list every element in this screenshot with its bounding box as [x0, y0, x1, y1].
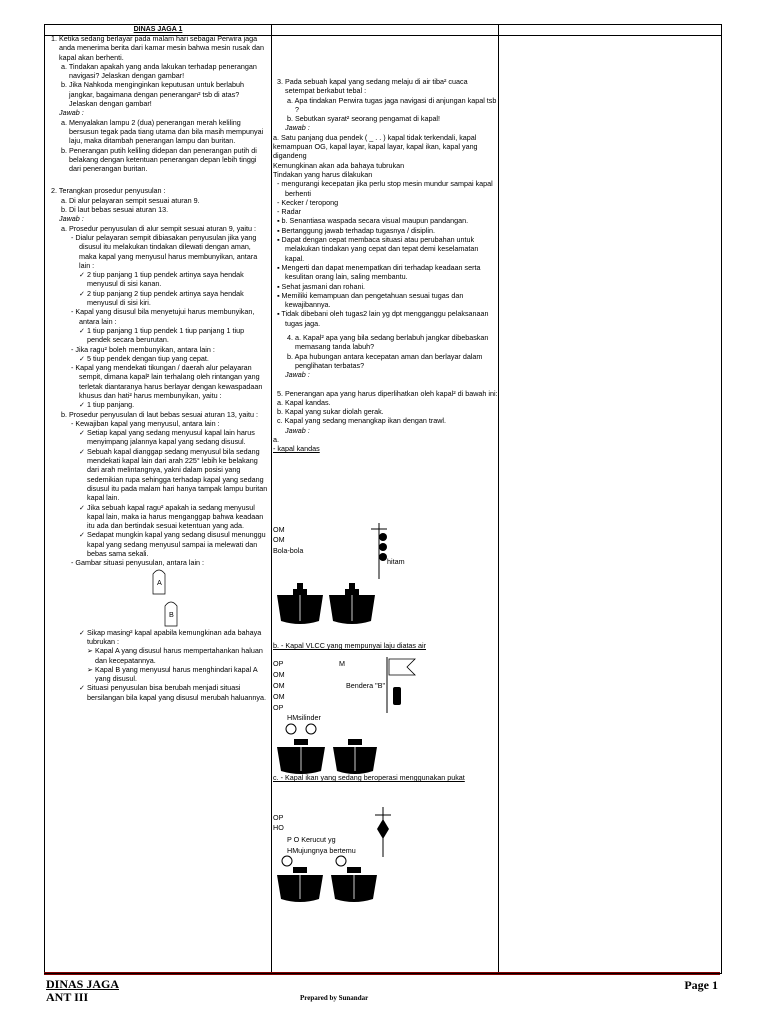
answer-2b-subitem: ✓ Sikap masing² kapal apabila kemungkinan ada bahaya tubrukan :	[79, 627, 262, 646]
page-number: Page 1	[684, 978, 718, 992]
answer-3-item: - Radar	[277, 207, 301, 217]
answer-3-item: ▪ Dapat dengan cepat membaca situasi atau perubahan untuk melakukan tindakan yang cepat dan tepat demi keselamatan kapal.	[277, 235, 479, 263]
document-table	[44, 24, 722, 974]
label-hm-ujung: HMujungnya bertemu	[287, 846, 356, 855]
answer-2a-item: - Kapal yang mendekati tikungan / daerah alur pelayaran sempit, dimana kapal² lain terhalang oleh rintangan yang terletak diantaranya harus berlayar dengan kewaspadaan khusus dan hati² harus membunyikan, yaitu :	[71, 363, 263, 400]
question-5: 5. Penerangan apa yang harus diperlihatkan oleh kapal² di bawah ini:	[277, 388, 498, 398]
answer-label: Jawab :	[285, 425, 310, 435]
answer-5b-title: b. - Kapal VLCC yang mempunyai laju diatas air	[273, 641, 427, 650]
answer-3a: a. Satu panjang dua pendek ( _ . . ) kapal tidak terkendali, kapal kemampuan OG, kapal layar, kapal layar, kapal ikan, kapal yang digandeng	[273, 132, 478, 161]
answer-2b-subitem: ✓ Sebuah kapal dianggap sedang menyusul bila sedang mendekati kapal lain dari arah 225° lebih ke belakang dari arah melintangnya, yakni dalam posisi yang sedemikian rupa sehingga terhadap kapal yang sedang disusul itu pada malam hari hanya tampak lampu buritan kapal lain.	[79, 446, 268, 503]
answer-2b-subitem: ✓ Situasi penyusulan bisa berubah menjadi situasi bersilangan bila kapal yang disusul merubah haluannya.	[79, 683, 267, 702]
aground-ships-icon	[273, 565, 383, 625]
label-hitam: hitam	[387, 557, 405, 566]
answer-2b-subitem: ➢ Kapal A yang disusul harus mempertahankan haluan dan kecepatannya.	[87, 646, 263, 665]
label-om: OM	[273, 692, 285, 701]
question-4b: b. Apa hubungan antara kecepatan aman dan berlayar dalam penglihatan terbatas?	[287, 351, 483, 370]
answer-3-risk: Kemungkinan akan ada bahaya tubrukan	[273, 160, 405, 170]
label-om: OM	[273, 535, 285, 544]
answer-3-item: ▪ Mengerti dan dapat menempatkan diri terhadap keadaan serta kesulitan orang lain, saling membantu.	[277, 262, 481, 282]
answer-1b: b. Penerangan putih keliling didepan dan penerangan putih di belakang dengan ketentuan penerangan depan lebih tinggi dari penerangan buritan.	[61, 145, 257, 174]
answer-2a-subitem: ✓ 5 tiup pendek dengan tiup yang cepat.	[79, 353, 209, 363]
answer-3-item: ▪ Memiliki kemampuan dan pengetahuan sesuai tugas dan kewajibannya.	[277, 290, 464, 310]
answer-label: Jawab :	[59, 108, 84, 118]
answer-label: Jawab :	[285, 123, 310, 133]
answer-3-action: Tindakan yang harus dilakukan	[273, 169, 373, 179]
overtaking-diagram	[47, 568, 269, 628]
answer-2a-subitem: ✓ 2 tiup panjang 1 tiup pendek artinya saya hendak menyusul di sisi kanan.	[79, 270, 244, 289]
answer-2b-item: - Gambar situasi penyusulan, antara lain :	[71, 558, 205, 568]
label-bola-bola: Bola-bola	[273, 546, 304, 555]
answer-5c-title: c. - Kapal ikan yang sedang beroperasi menggunakan pukat	[273, 773, 465, 782]
answer-2b-subitem: ➢ Kapal B yang menyusul harus menghindari kapal A yang disusul.	[87, 664, 258, 684]
label-op: OP	[273, 659, 284, 668]
answer-2a-item: - Jika ragu² boleh membunyikan, antara lain :	[71, 344, 215, 354]
page-title: DINAS JAGA 1	[133, 26, 183, 33]
lights-illustrations	[273, 521, 499, 881]
label-om: OM	[273, 525, 285, 534]
ship-a-label: A	[157, 577, 162, 587]
overtaking-ships-svg	[143, 568, 183, 628]
prepared-by: Prepared by Sunandar	[300, 994, 369, 1002]
question-4a: 4. a. Kapal² apa yang bila sedang berlabuh jangkar dibebaskan memasang tanda labuh?	[287, 333, 489, 352]
question-3a: a. Apa tindakan Perwira tugas jaga navigasi di anjungan kapal tsb ?	[287, 95, 497, 114]
footer-left	[46, 978, 119, 1004]
label-hm-silinder: HMsilinder	[287, 713, 321, 722]
question-2a: a. Di alur pelayaran sempit sesuai aturan 9.	[61, 195, 200, 205]
footer-title: DINAS JAGA	[46, 977, 120, 991]
answer-label: Jawab :	[285, 370, 310, 380]
question-5b: b. Kapal yang sukar diolah gerak.	[277, 407, 384, 417]
answer-2b-subitem: ✓ Setiap kapal yang sedang menyusul kapal lain harus menyimpang jalannya kapal yang sedang disusul.	[79, 428, 255, 447]
answer-3-item: - Kecker / teropong	[277, 197, 339, 207]
answer-3-item: ▪ b. Senantiasa waspada secara visual maupun pandangan.	[277, 216, 469, 226]
ship-b-label: B	[169, 609, 174, 619]
answer-3-item: ▪ Bertanggung jawab terhadap tugasnya / disiplin.	[277, 225, 435, 235]
answer-3-item: - mengurangi kecepatan jika perlu stop mesin mundur sampai kapal berhenti	[277, 179, 493, 198]
label-op: OP	[273, 703, 284, 712]
fishing-ships-icon	[273, 855, 383, 903]
flag-b-icon	[381, 655, 431, 715]
answer-2a-subitem: ✓ 1 tiup panjang.	[79, 400, 135, 410]
footer-subtitle: ANT III	[46, 990, 89, 1004]
answer-5-label: a.	[273, 434, 279, 444]
label-om: OM	[273, 670, 285, 679]
answer-5a-title: - kapal kandas	[273, 444, 320, 454]
column-two	[273, 77, 499, 454]
answer-3-item: ▪ Tidak dibebani oleh tugas2 lain yg dpt mengganggu pelaksanaan tugas jaga.	[277, 309, 489, 328]
answer-label: Jawab :	[59, 214, 84, 224]
label-po: P O Kerucut yg	[287, 835, 336, 844]
question-5a: a. Kapal kandas.	[277, 397, 331, 407]
answer-2a-item: - Dialur pelayaran sempit dibiasakan penyusulan jika yang disusul itu melakukan tindakan dilewati dengan aman, maka kapal yang menyusul harus membunyikan, antara lain :	[71, 232, 258, 270]
answer-2a-subitem: ✓ 2 tiup panjang 2 tiup pendek artinya saya hendak menyusul di sisi kiri.	[79, 288, 244, 308]
question-2: 2. Terangkan prosedur penyusulan :	[51, 186, 166, 196]
column-divider	[271, 25, 272, 973]
question-2b: b. Di laut bebas sesuai aturan 13.	[61, 205, 169, 215]
question-5c: c. Kapal yang sedang menangkap ikan dengan trawl.	[277, 416, 447, 426]
answer-2a-subitem: ✓ 1 tiup panjang 1 tiup pendek 1 tiup panjang 1 tiup pendek secara berurutan.	[79, 325, 245, 345]
answer-2b-item: - Kewajiban kapal yang menyusul, antara lain :	[71, 418, 220, 428]
footer-rule	[44, 972, 720, 975]
label-om: OM	[273, 681, 285, 690]
answer-2b: b. Prosedur penyusulan di laut bebas sesuai aturan 13, yaitu :	[61, 409, 258, 419]
answer-2a: a. Prosedur penyusulan di alur sempit sesuai aturan 9, yaitu :	[61, 223, 256, 233]
question-1a: a. Tindakan apakah yang anda lakukan terhadap penerangan navigasi? Jelaskan dengan gambar!	[61, 61, 257, 81]
label-m: M	[339, 659, 345, 668]
answer-2b-subitem: ✓ Jika sebuah kapal ragu² apakah ia sedang menyusul kapal lain, maka ia harus menganggap bahwa keadaan itu ada dan bertindak sesuai ketentuan yang ada.	[79, 502, 264, 531]
question-1b: b. Jika Nahkoda menginginkan keputusan untuk berlabuh jangkar, bagaimana dengan penerangan² tsb di atas? Jelaskan dengan gambar!	[61, 80, 245, 109]
page-footer	[44, 972, 720, 1004]
label-op: OP	[273, 813, 284, 822]
question-3: 3. Pada sebuah kapal yang sedang melaju di air tiba² cuaca setempat berkabut tebal :	[277, 77, 468, 96]
answer-2b-subitem: ✓ Sedapat mungkin kapal yang sedang disusul menunggu kapal yang sedang menyusul sampai ia melewati dan bebas sama sekali.	[79, 530, 266, 559]
label-bendera: Bendera "B"	[346, 681, 386, 690]
column-one	[47, 25, 269, 702]
answer-2a-item: - Kapal yang disusul bila menyetujui harus membunyikan, antara lain :	[71, 307, 255, 326]
question-1: 1. Ketika sedang berlayar pada malam hari sebagai Perwira jaga anda menerima berita dari kamar mesin bahwa mesin rusak dan kapal akan berhenti.	[51, 34, 264, 62]
vlcc-ships-icon	[273, 719, 383, 777]
answer-3-item: ▪ Sehat jasmani dan rohani.	[277, 281, 366, 291]
question-3b: b. Sebutkan syarat² seorang pengamat di kapal!	[287, 114, 441, 124]
answer-1a: a. Menyalakan lampu 2 (dua) penerangan merah keliling bersusun tegak pada tiang utama dan bila masih mempunyai laju, maka ditambah penerangan lampu dan buritan.	[61, 117, 264, 146]
label-ho: HO	[273, 823, 284, 832]
